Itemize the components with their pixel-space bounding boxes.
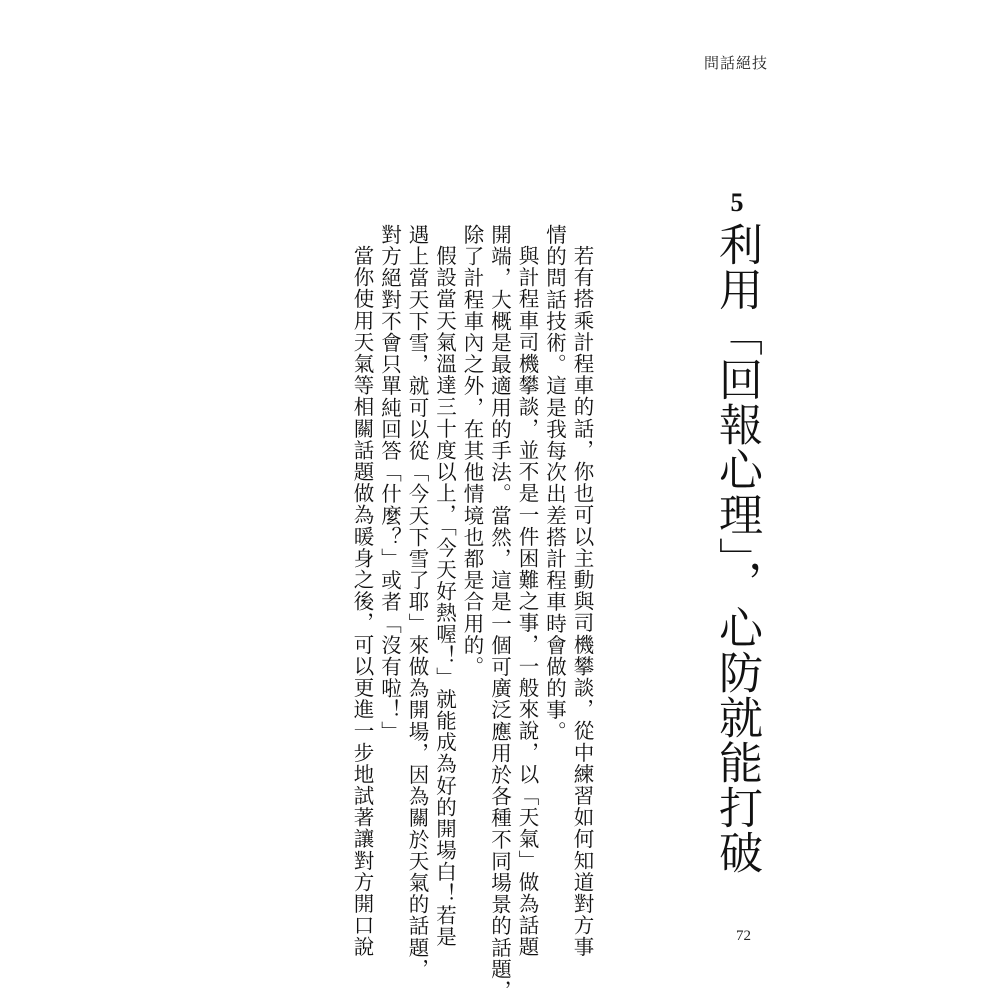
text-column: 若有搭乘計程車的話，你也可以主動與司機攀談，從中練習如何知道對方事 [570, 244, 594, 958]
text-column: 與計程車司機攀談，並不是一件困難之事，一般來說，以「天氣」做為話題 [515, 244, 539, 958]
text-column: 假設當天氣溫達三十度以上，「今天好熱喔！」就能成為好的開場白！若是 [432, 244, 457, 948]
page-number: 72 [736, 928, 751, 944]
running-head-title: 問話絕技 [703, 54, 768, 72]
chapter-title: 利用「回報心理」，心防就能打破 [711, 222, 762, 875]
text-column: 遇上當天下雪，就可以從「今天下雪了耶」來做為開場，因為關於天氣的話題， [405, 224, 429, 980]
body-text [265, 224, 595, 1002]
text-column: 當你使用天氣等相關話題做為暖身之後，可以更進一步地試著讓對方開口說 [350, 244, 374, 958]
text-column: 除了計程車內之外，在其他情境也都是合用的。 [460, 224, 484, 678]
text-column: 情的問話技術。這是我每次出差搭計程車時會做的事。 [542, 224, 567, 743]
text-column: 開端，大概是最適用的手法。當然，這是一個可廣泛應用於各種不同場景的話題， [487, 224, 512, 1002]
text-column: 對方絕對不會只單純回答「什麼？」或者「沒有啦！」 [377, 224, 402, 743]
chapter-number: 5 [730, 188, 744, 217]
